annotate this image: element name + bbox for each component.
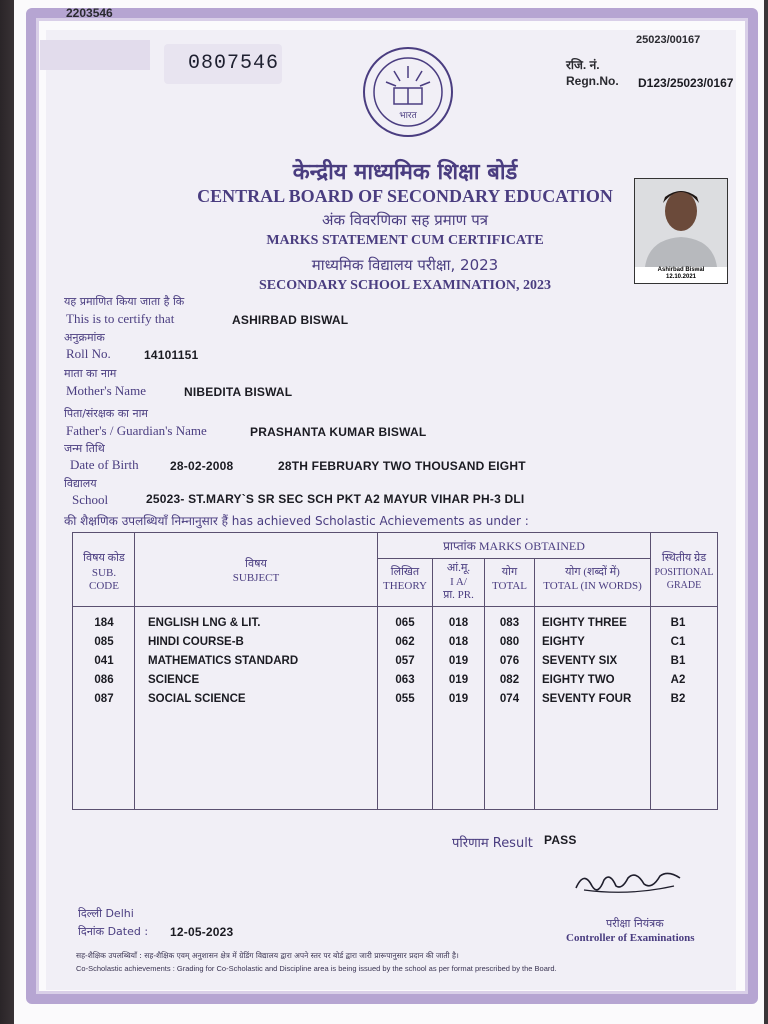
marks-row-code: 184 <box>94 617 114 629</box>
marks-row-theory: 062 <box>395 636 415 648</box>
cbse-logo-icon <box>358 44 458 144</box>
exam-title: SECONDARY SCHOOL EXAMINATION, 2023 <box>259 278 551 293</box>
marks-row-grade: B2 <box>670 693 686 705</box>
father-label: Father's / Guardian's Name <box>66 423 207 438</box>
roll-label: Roll No. <box>66 346 111 361</box>
marks-row-ia: 018 <box>448 617 469 629</box>
student-name: ASHIRBAD BISWAL <box>232 313 349 327</box>
school-name: 25023- ST.MARY`S SR SEC SCH PKT A2 MAYUR VIHAR PH-3 DLI <box>146 492 525 506</box>
doc-title: MARKS STATEMENT CUM CERTIFICATE <box>266 233 544 248</box>
mother-hindi: माता का नाम <box>64 367 117 380</box>
col-subject: SUBJECT <box>232 572 280 584</box>
col-marks-obtained: प्राप्तांक MARKS OBTAINED <box>443 539 585 553</box>
col-grade-hindi: स्थितीय ग्रेड <box>661 552 707 564</box>
marks-row-code: 085 <box>94 636 114 648</box>
school-label: School <box>72 492 109 507</box>
marks-row-subject: SCIENCE <box>148 674 200 686</box>
marks-row-total: 076 <box>499 655 520 667</box>
marks-row-code: 087 <box>94 693 114 705</box>
result-label: परिणाम Result <box>452 836 533 851</box>
dated-value: 12-05-2023 <box>170 925 234 939</box>
marks-row-ia: 019 <box>448 674 469 686</box>
doc-title-hindi: अंक विवरणिका सह प्रमाण पत्र <box>321 211 489 229</box>
cert-number: 0807546 <box>188 52 280 75</box>
col-grade: POSITIONAL GRADE <box>654 567 714 591</box>
col-theory: THEORY <box>383 580 427 592</box>
board-title: CENTRAL BOARD OF SECONDARY EDUCATION <box>197 186 613 206</box>
photo-caption-name: Ashirbad Biswal <box>657 267 705 273</box>
logo-text: भारत <box>399 111 417 121</box>
school-hindi: विद्यालय <box>64 477 97 490</box>
mother-name: NIBEDITA BISWAL <box>184 385 293 399</box>
marks-row-words: EIGHTY TWO <box>542 674 615 686</box>
col-total: TOTAL <box>492 580 527 592</box>
dob-words: 28TH FEBRUARY TWO THOUSAND EIGHT <box>278 459 526 473</box>
board-title-hindi: केन्द्रीय माध्यमिक शिक्षा बोर्ड <box>292 160 518 185</box>
father-name: PRASHANTA KUMAR BISWAL <box>250 425 427 439</box>
marks-row-total: 082 <box>499 674 520 686</box>
mother-label: Mother's Name <box>66 383 146 398</box>
place-label: दिल्ली Delhi <box>78 907 134 920</box>
result-value: PASS <box>544 833 577 847</box>
controller-title: Controller of Examinations <box>566 932 695 944</box>
regn-no: D123/25023/0167 <box>638 76 734 90</box>
table-row-divider <box>377 558 650 559</box>
marks-row-words: EIGHTY THREE <box>542 617 627 629</box>
marks-row-ia: 019 <box>448 655 469 667</box>
serial-top: 2203546 <box>66 6 113 20</box>
table-col-divider <box>134 532 135 810</box>
marks-row-theory: 065 <box>395 617 415 629</box>
marks-row-subject: MATHEMATICS STANDARD <box>148 655 299 667</box>
stamp-area <box>40 40 150 70</box>
regn-label-hi: रजि. नं. <box>566 58 600 72</box>
dob-hindi: जन्म तिथि <box>64 442 105 455</box>
achievements-intro: की शैक्षणिक उपलब्धियाँ निम्नानुसार हैं has achieved Scholastic Achievements as under : <box>64 514 529 528</box>
footer-note: Co-Scholastic achievements : Grading for Co-Scholastic and Discipline area is being issued by the school as per format prescribed by the Board. <box>76 964 557 973</box>
controller-hindi: परीक्षा नियंत्रक <box>606 917 664 930</box>
certify-label: This is to certify that <box>66 311 175 326</box>
dob-label: Date of Birth <box>70 457 139 472</box>
student-photo-image <box>635 179 727 267</box>
col-code-hindi: विषय कोड <box>83 552 125 564</box>
col-subject-hindi: विषय <box>245 558 267 570</box>
col-total-hindi: योग <box>501 566 518 578</box>
roll-number: 14101151 <box>144 348 199 362</box>
marks-row-grade: A2 <box>670 674 686 686</box>
marks-row-total: 083 <box>499 617 520 629</box>
marks-row-words: EIGHTY <box>542 636 585 648</box>
marks-row-words: SEVENTY FOUR <box>542 693 632 705</box>
marks-row-total: 080 <box>499 636 520 648</box>
col-words: TOTAL (IN WORDS) <box>543 580 642 592</box>
marks-row-code: 086 <box>94 674 114 686</box>
marks-row-grade: C1 <box>670 636 686 648</box>
roll-hindi: अनुक्रमांक <box>64 331 105 344</box>
controller-signature <box>570 860 690 900</box>
marks-row-subject: ENGLISH LNG & LIT. <box>148 617 261 629</box>
student-photo <box>634 178 728 284</box>
marks-row-grade: B1 <box>670 655 686 667</box>
col-pr: प्रा. PR. <box>443 589 474 601</box>
col-theory-hindi: लिखित <box>390 566 420 578</box>
dated-label: दिनांक Dated : <box>78 925 149 938</box>
regn-label-en: Regn.No. <box>566 74 619 88</box>
father-hindi: पिता/संरक्षक का नाम <box>64 407 149 420</box>
dob-value: 28-02-2008 <box>170 459 234 473</box>
marks-row-theory: 063 <box>395 674 415 686</box>
col-words-hindi: योग (शब्दों में) <box>565 566 620 578</box>
certify-hindi: यह प्रमाणित किया जाता है कि <box>64 295 185 308</box>
marks-row-grade: B1 <box>670 617 686 629</box>
photo-caption-date: 12.10.2021 <box>665 274 697 280</box>
marks-row-ia: 018 <box>448 636 469 648</box>
table-row-divider <box>72 606 718 607</box>
marks-row-subject: SOCIAL SCIENCE <box>148 693 246 705</box>
marks-row-theory: 057 <box>395 655 415 667</box>
marks-row-code: 041 <box>94 655 114 667</box>
col-ia: I A/ <box>450 576 467 588</box>
marks-row-total: 074 <box>499 693 520 705</box>
exam-title-hindi: माध्यमिक विद्यालय परीक्षा, 2023 <box>311 256 499 274</box>
marks-row-words: SEVENTY SIX <box>542 655 618 667</box>
serial-right: 25023/00167 <box>636 34 701 46</box>
col-ia-hindi: आं.मू. <box>446 562 471 574</box>
marks-row-theory: 055 <box>395 693 415 705</box>
marks-row-ia: 019 <box>448 693 469 705</box>
footer-note-hindi: सह-शैक्षिक उपलब्धियाँ : सह-शैक्षिक एवम् अनुशासन क्षेत्र में ग्रेडिंग विद्यालय द्वारा अपने स्तर पर बोर्ड द्वारा जारी प्रारूपानुसार प्रदान की जाती है। <box>76 951 459 960</box>
table-col-divider <box>534 558 535 810</box>
col-code: SUB. CODE <box>89 567 119 592</box>
marks-row-subject: HINDI COURSE-B <box>148 636 244 648</box>
